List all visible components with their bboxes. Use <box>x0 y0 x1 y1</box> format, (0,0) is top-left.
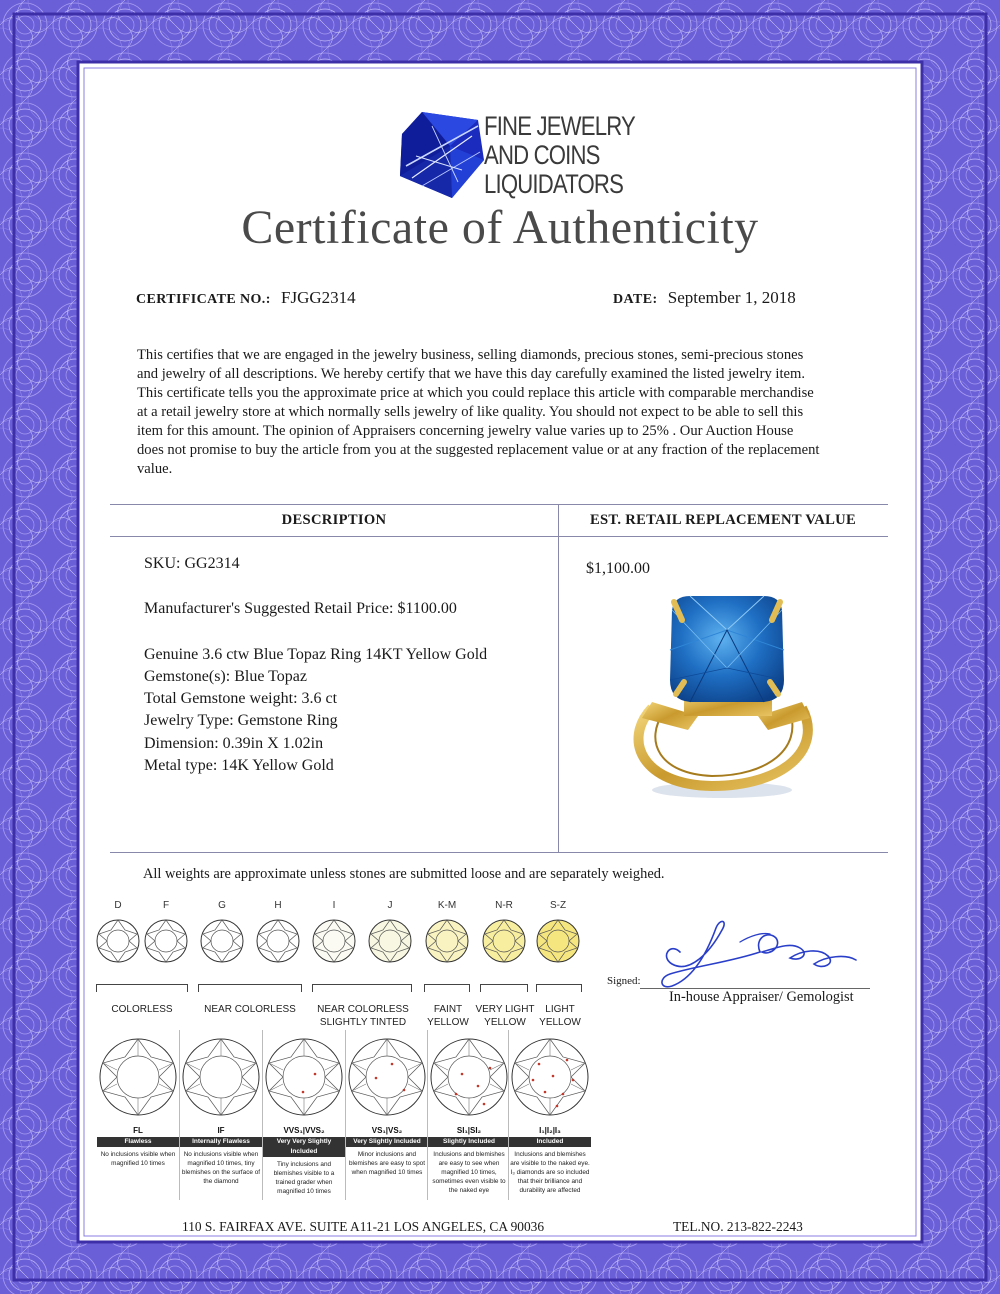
clarity-column-divider <box>262 1030 263 1200</box>
diamond-clarity-icon <box>180 1030 262 1124</box>
date-label: DATE: <box>613 292 658 307</box>
color-grade-category-line: SLIGHTLY TINTED <box>319 1017 407 1028</box>
statement-line: does not promise to buy the article from you at the suggested replacement value or at any fraction of the replacement <box>137 442 820 458</box>
msrp: Manufacturer's Suggested Retail Price: $1100.00 <box>144 600 457 617</box>
diamond-clarity-icon <box>263 1030 345 1124</box>
clarity-grade-name: Very Slightly Included <box>346 1137 428 1147</box>
color-grade-category-line: YELLOW <box>427 1017 469 1028</box>
logo-line-3: LIQUIDATORS <box>484 169 624 199</box>
certificate-number-value: FJGG2314 <box>281 288 356 307</box>
color-grade-bracket <box>536 984 582 992</box>
color-grade-letter: K-M <box>437 900 457 911</box>
clarity-column-divider <box>508 1030 509 1200</box>
diamond-color-icon <box>424 918 470 964</box>
item-title: Genuine 3.6 ctw Blue Topaz Ring 14KT Yellow Gold <box>144 646 488 663</box>
weights-note: All weights are approximate unless stones are submitted loose and are separately weighed. <box>143 866 665 882</box>
clarity-grade-description: Tiny inclusions and blemishes visible to a trained grader when magnified 10 times <box>273 1161 335 1195</box>
footer-address: 110 S. FAIRFAX AVE. SUITE A11-21 LOS ANGELES, CA 90036 <box>182 1219 545 1234</box>
statement-line: item for this amount. The opinion of Appraisers concerning jewelry value varies up to 25% . Our Auction House <box>137 423 794 439</box>
statement-line: This certifies that we are engaged in the jewelry business, selling diamonds, precious stones, semi-precious stones <box>137 347 804 363</box>
jewelry-type: Jewelry Type: Gemstone Ring <box>144 712 338 729</box>
clarity-grade-name: Slightly Included <box>428 1137 510 1147</box>
statement-line: This certificate tells you the approximate price at which you could replace this article with comparable merchandise <box>137 385 814 401</box>
color-grade-category-line: FAINT <box>433 1004 463 1015</box>
color-grade-letter: H <box>274 900 282 911</box>
color-grade-letter: J <box>387 900 393 911</box>
clarity-grade <box>428 1126 510 1195</box>
color-grade-letter: S-Z <box>549 900 567 911</box>
handwritten-signature <box>650 912 860 992</box>
diamond-clarity-icon <box>97 1030 179 1124</box>
logo-line-2: AND COINS <box>484 140 600 170</box>
color-grade-category-line: YELLOW <box>539 1017 581 1028</box>
color-grade-bracket <box>312 984 412 992</box>
replacement-value: $1,100.00 <box>586 560 650 577</box>
color-grade-category-line: NEAR COLORLESS <box>317 1004 409 1015</box>
color-grade-letter: G <box>218 900 226 911</box>
diamond-color-icon <box>311 918 357 964</box>
clarity-grade-description: Minor inclusions and blemishes are easy to spot when magnified 10 times <box>348 1151 426 1176</box>
diamond-color-icon <box>95 918 141 964</box>
clarity-grade-description: Inclusions and blemishes are visible to the naked eye. I₃ diamonds are so included that their brilliance and durability are affected <box>510 1151 590 1194</box>
clarity-grade <box>346 1126 428 1177</box>
footer-phone: TEL.NO. 213-822-2243 <box>673 1219 803 1234</box>
diamond-color-icon <box>481 918 527 964</box>
color-grade-letter: N-R <box>495 900 513 911</box>
clarity-grade-code: VVS₁|VVS₂ <box>283 1126 325 1135</box>
date-value: September 1, 2018 <box>667 288 796 307</box>
clarity-column-divider <box>427 1030 428 1200</box>
description-header: DESCRIPTION <box>281 512 387 528</box>
diamond-color-icon <box>367 918 413 964</box>
diamond-clarity-icon <box>428 1030 510 1124</box>
clarity-grade-description: No inclusions visible when magnified 10 times, tiny blemishes on the surface of the diamond <box>181 1151 261 1185</box>
clarity-column-divider <box>179 1030 180 1200</box>
certification-statement <box>137 346 877 479</box>
clarity-grade <box>180 1126 262 1186</box>
diamond-color-icon <box>143 918 189 964</box>
table-bottom-rule <box>110 852 888 853</box>
certificate-date <box>613 288 796 308</box>
color-grade-bracket <box>480 984 528 992</box>
diamond-color-icon <box>199 918 245 964</box>
certificate-title: Certificate of Authenticity <box>241 201 759 254</box>
table-column-divider <box>558 504 559 853</box>
color-grade-category-line: YELLOW <box>484 1017 526 1028</box>
clarity-grade-name: Very Very Slightly Included <box>263 1137 345 1157</box>
blue-topaz-ring-icon <box>612 590 834 802</box>
statement-line: value. <box>137 461 173 477</box>
clarity-grade <box>263 1126 345 1196</box>
color-grade-bracket <box>198 984 302 992</box>
color-grade-letter: F <box>162 900 170 911</box>
ring-image <box>612 590 834 802</box>
clarity-grade <box>97 1126 179 1168</box>
appraiser-title: In-house Appraiser/ Gemologist <box>669 989 854 1005</box>
gemstone: Gemstone(s): Blue Topaz <box>144 668 307 685</box>
color-grade-category <box>500 1003 620 1029</box>
color-grade-bracket <box>96 984 188 992</box>
certificate-number-label: CERTIFICATE NO.: <box>136 292 271 307</box>
clarity-grade-code: I₁|I₂|I₃ <box>539 1126 561 1135</box>
color-grade-letter: D <box>114 900 122 911</box>
clarity-grade-name: Internally Flawless <box>180 1137 262 1147</box>
clarity-column-divider <box>345 1030 346 1200</box>
color-grade-letter: I <box>332 900 336 911</box>
diamond-color-icon <box>535 918 581 964</box>
clarity-grade-name: Flawless <box>97 1137 179 1147</box>
clarity-grade-code: FL <box>133 1126 143 1135</box>
gem-logo-icon <box>392 106 488 202</box>
statement-line: at a retail jewelry store at which normally sells jewelry of like quality. You should not expect to be able to sell this <box>137 404 804 420</box>
company-logo <box>392 106 635 202</box>
table-header-rule <box>110 536 888 537</box>
signed-label: Signed: <box>607 975 641 987</box>
clarity-grade-code: IF <box>217 1126 225 1135</box>
metal-type: Metal type: 14K Yellow Gold <box>144 757 334 774</box>
color-grade-category-line: VERY LIGHT <box>475 1004 535 1015</box>
value-header: EST. RETAIL REPLACEMENT VALUE <box>589 512 857 528</box>
certificate-number <box>136 288 356 308</box>
clarity-grade-code: SI₁|SI₂ <box>456 1126 482 1135</box>
color-grade-category-line: COLORLESS <box>111 1004 173 1015</box>
logo-line-1: FINE JEWELRY <box>484 111 635 141</box>
color-grade-category <box>190 1003 310 1016</box>
color-grade-bracket <box>424 984 470 992</box>
diamond-clarity-icon <box>346 1030 428 1124</box>
sku: SKU: GG2314 <box>144 555 240 572</box>
clarity-grade <box>509 1126 591 1195</box>
logo-wordmark <box>484 111 635 199</box>
clarity-grade-description: No inclusions visible when magnified 10 times <box>100 1151 176 1167</box>
color-grade-category-line: LIGHT <box>545 1004 575 1015</box>
clarity-grade-description: Inclusions and blemishes are easy to see when magnified 10 times, sometimes even visible to the naked eye <box>432 1151 506 1194</box>
diamond-color-icon <box>255 918 301 964</box>
gemstone-weight: Total Gemstone weight: 3.6 ct <box>144 690 338 707</box>
dimension: Dimension: 0.39in X 1.02in <box>144 735 324 752</box>
color-grade-category-line: NEAR COLORLESS <box>204 1004 296 1015</box>
clarity-grade-name: Included <box>509 1137 591 1147</box>
diamond-clarity-icon <box>509 1030 591 1124</box>
table-top-rule <box>110 504 888 505</box>
statement-line: and jewelry of all descriptions. We hereby certify that we have this day carefully examined the listed jewelry item. <box>137 366 806 382</box>
color-grade-category <box>82 1003 202 1016</box>
clarity-grade-code: VS₁|VS₂ <box>371 1126 403 1135</box>
